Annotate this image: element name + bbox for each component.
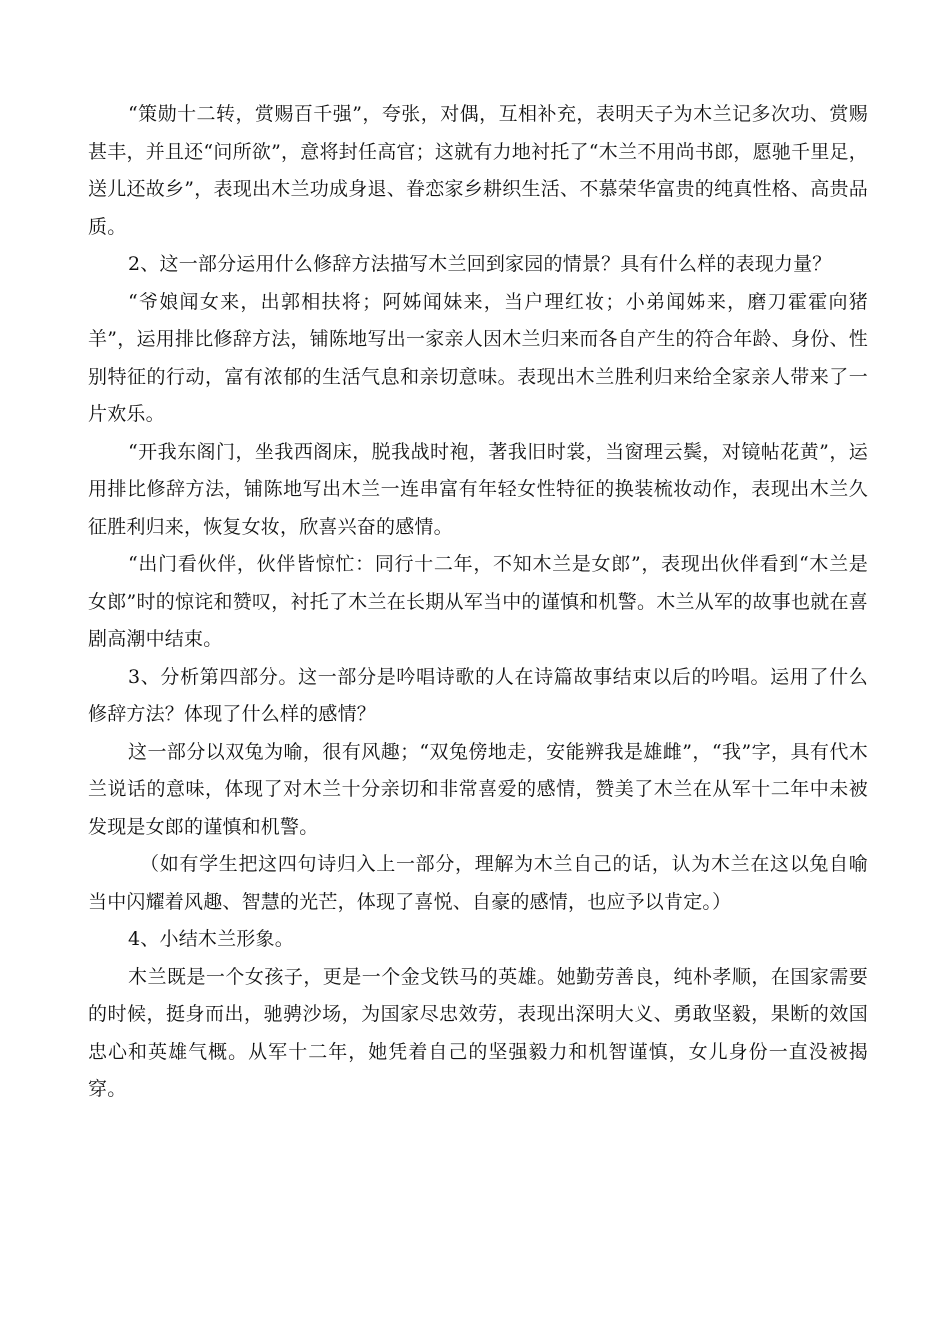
paragraph-family-welcome: “爷娘闻女来，出郭相扶将；阿姊闻妹来，当户理红妆；小弟闻姊来，磨刀霍霍向猪羊”，运用排比修辞方法，铺陈地写出一家亲人因木兰归来而各自产生的符合年龄、身份、性别特征的行动，富有浓郁的生活气息和亲切意味。表现出木兰胜利归来给全家亲人带来了一片欢乐。 (88, 290, 868, 425)
question-4: 4、小结木兰形象。 (128, 928, 294, 950)
paragraph-note: （如有学生把这四句诗归入上一部分，理解为木兰自己的话，认为木兰在这以兔自喻当中闪耀着风趣、智慧的光芒，体现了喜悦、自豪的感情，也应予以肯定。） (88, 853, 868, 913)
question-2: 2、这一部分运用什么修辞方法描写木兰回到家园的情景？具有什么样的表现力量？ (128, 253, 832, 275)
paragraph-reward-analysis: “策勋十二转，赏赐百千强”，夸张，对偶，互相补充，表明天子为木兰记多次功、赏赐甚丰，并且还“问所欲”，意将封任高官；这就有力地衬托了“木兰不用尚书郎，愿驰千里足，送儿还故乡”，表现出木兰功成身退、眷恋家乡耕织生活、不慕荣华富贵的纯真性格、高贵品质。 (88, 103, 868, 238)
paragraph-rabbit-metaphor: 这一部分以双兔为喻，很有风趣；“双兔傍地走，安能辨我是雄雌”，“我”字，具有代木兰说话的意味，体现了对木兰十分亲切和非常喜爱的感情，赞美了木兰在从军十二年中未被发现是女郎的谨慎和机警。 (88, 740, 868, 838)
paragraph-companions: “出门看伙伴，伙伴皆惊忙：同行十二年，不知木兰是女郎”，表现出伙伴看到“木兰是女郎”时的惊诧和赞叹，衬托了木兰在长期从军当中的谨慎和机警。木兰从军的故事也就在喜剧高潮中结束。 (88, 553, 868, 650)
paragraph-changing-clothes: “开我东阁门，坐我西阁床，脱我战时袍，著我旧时裳，当窗理云鬓，对镜帖花黄”，运用排比修辞方法，铺陈地写出木兰一连串富有年轻女性特征的换装梳妆动作，表现出木兰久征胜利归来，恢复女妆，欣喜兴奋的感情。 (88, 440, 868, 538)
paragraph-mulan-summary: 木兰既是一个女孩子，更是一个金戈铁马的英雄。她勤劳善良，纯朴孝顺，在国家需要的时候，挺身而出，驰骋沙场，为国家尽忠效劳，表现出深明大义、勇敢坚毅，果断的效国忠心和英雄气概。从军十二年，她凭着自己的坚强毅力和机智谨慎，女儿身份一直没被揭穿。 (88, 965, 868, 1100)
document-page (88, 96, 868, 1109)
question-3: 3、分析第四部分。这一部分是吟唱诗歌的人在诗篇故事结束以后的吟唱。运用了什么修辞方法？体现了什么样的感情？ (88, 665, 868, 725)
